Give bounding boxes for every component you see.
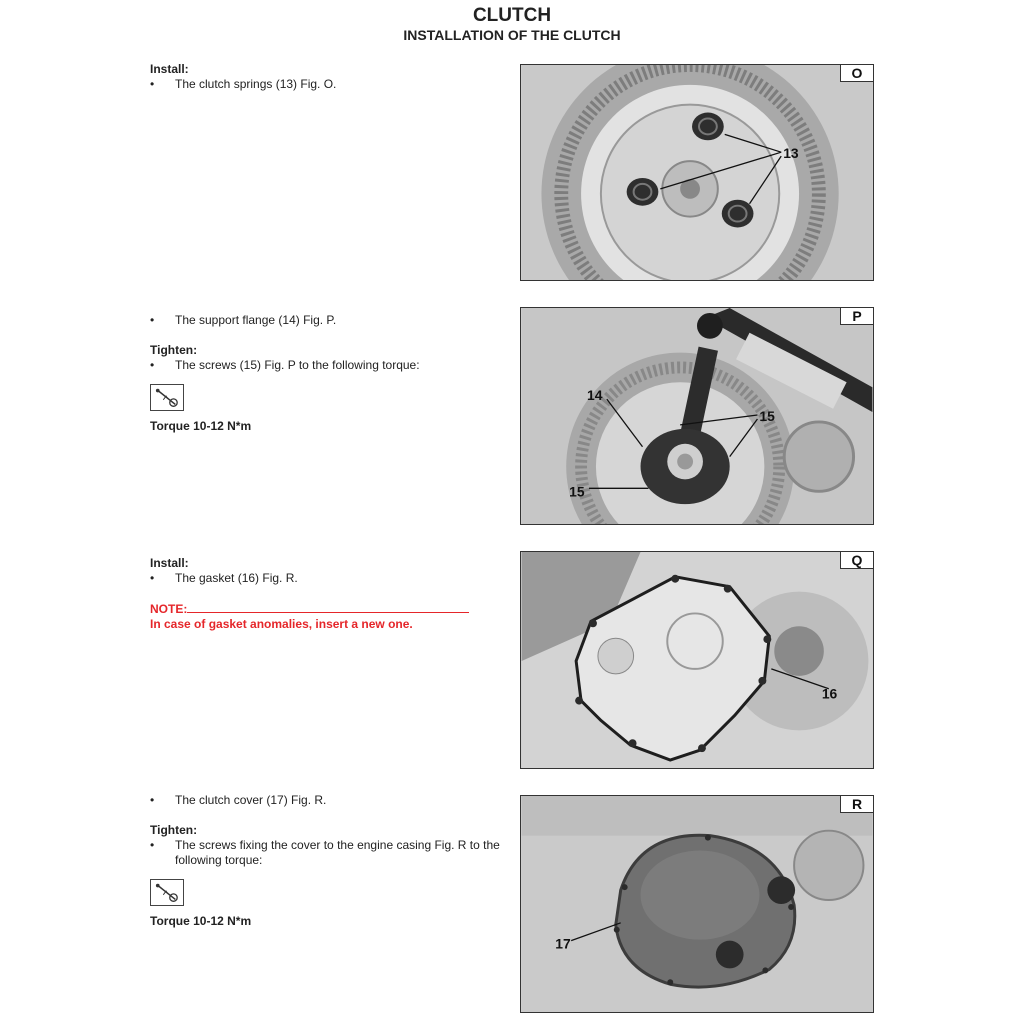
figure-p-support-flange [520,307,874,525]
note-text: In case of gasket anomalies, insert a new one. [150,617,413,631]
section-heading: Install: [150,556,189,570]
torque-value: Torque 10-12 N*m [150,914,252,928]
callout-15: 15 [759,407,775,424]
instruction-item: • The screws (15) Fig. P to the following torque: [150,358,510,373]
page-title: CLUTCH [472,5,552,26]
clutch-cover-illustration [521,796,873,1012]
clutch-springs-illustration [521,65,873,280]
section-install-springs [150,62,510,92]
instruction-item: • The clutch springs (13) Fig. O. [150,77,510,92]
callout-14: 14 [587,387,603,404]
instruction-item: • The screws fixing the cover to the engine casing Fig. R to the following torque: [150,838,510,868]
instruction-item: • The clutch cover (17) Fig. R. [150,793,510,808]
figure-r-clutch-cover [520,795,874,1013]
figure-label: Q [840,551,874,569]
callout-13: 13 [783,145,799,162]
section-heading: Tighten: [150,823,198,837]
section-clutch-cover [150,793,510,929]
gasket-illustration [521,552,873,768]
torque-value: Torque 10-12 N*m [150,419,252,433]
instruction-item: • The gasket (16) Fig. R. [150,571,510,586]
callout-17: 17 [555,935,571,952]
figure-o-clutch-springs [520,64,874,281]
torque-wrench-icon [150,384,184,411]
torque-wrench-icon [150,879,184,906]
figure-label: O [840,64,874,82]
figure-q-gasket [520,551,874,769]
figure-label: R [840,795,874,813]
note-underline [187,601,469,613]
note-label-row [150,601,510,617]
callout-16: 16 [821,685,838,702]
section-heading: Tighten: [150,343,198,357]
section-install-gasket [150,556,510,632]
instruction-item: • The support flange (14) Fig. P. [150,313,510,328]
page-subtitle: INSTALLATION OF THE CLUTCH [403,27,621,43]
note-label: NOTE: [150,602,188,616]
section-support-flange [150,313,510,434]
callout-15: 15 [569,483,585,500]
support-flange-illustration [521,308,873,524]
section-heading: Install: [150,62,189,76]
figure-label: P [840,307,874,325]
